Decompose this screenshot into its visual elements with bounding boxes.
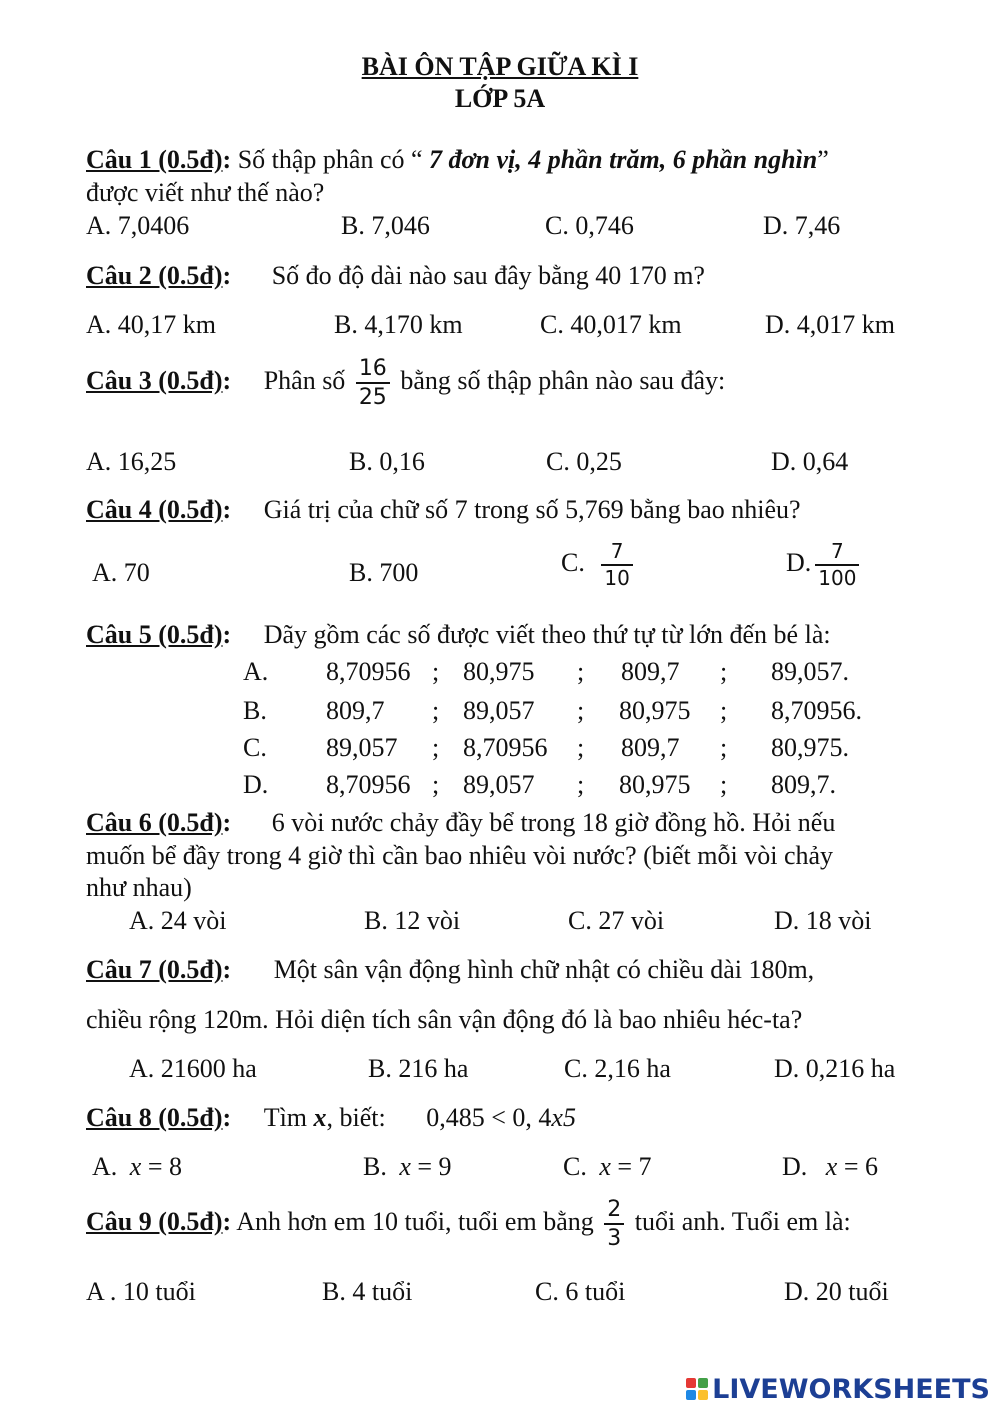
question-label: Câu 1 (0.5đ) <box>86 145 223 174</box>
option-letter: C. <box>561 547 585 577</box>
q4-option-c[interactable] <box>561 541 637 589</box>
q2-option-a[interactable]: A. 40,17 km <box>86 310 216 339</box>
q8-option-c[interactable] <box>563 1152 652 1182</box>
q3-option-a[interactable]: A. 16,25 <box>86 447 177 476</box>
q1-option-a[interactable]: A. 7,0406 <box>86 211 190 240</box>
logo-badge-icon <box>686 1378 708 1400</box>
question-label: Câu 2 (0.5đ) <box>86 261 223 290</box>
fraction-numerator: 7 <box>601 541 632 566</box>
separator: ; <box>432 696 440 725</box>
question-6-line2: muốn bể đầy trong 4 giờ thì cần bao nhiêu vòi nước? (biết mỗi vòi chảy <box>86 841 834 870</box>
separator: ; <box>577 696 585 725</box>
q3-option-d[interactable]: D. 0,64 <box>771 447 849 476</box>
q8-option-d[interactable] <box>782 1152 878 1182</box>
separator: ; <box>432 657 440 686</box>
q9-option-b[interactable]: B. 4 tuổi <box>322 1277 413 1306</box>
class-label: LỚP 5A <box>454 84 546 113</box>
question-text: Số đo độ dài nào sau đây bằng 40 170 m? <box>271 261 705 290</box>
question-7-line2: chiều rộng 120m. Hỏi diện tích sân vận động đó là bao nhiêu héc-ta? <box>86 1005 803 1034</box>
liveworksheets-logo[interactable] <box>686 1372 990 1406</box>
option-value: 809,7 <box>326 696 385 725</box>
label-colon: : <box>222 495 232 524</box>
inequality-digit: 5 <box>562 1103 576 1132</box>
question-label: Câu 5 (0.5đ) <box>86 620 223 649</box>
q4-option-d[interactable] <box>786 541 863 589</box>
label-colon: : <box>222 1207 232 1237</box>
fraction <box>356 357 390 409</box>
option-value: 89,057 <box>326 733 398 762</box>
option-letter: D. <box>782 1152 808 1181</box>
label-colon: : <box>222 145 232 174</box>
logo-text: LIVEWORKSHEETS <box>712 1373 990 1405</box>
option-value: 80,975 <box>619 696 691 725</box>
q9-option-a[interactable]: A . 10 tuổi <box>86 1277 196 1306</box>
q9-option-d[interactable]: D. 20 tuổi <box>784 1277 889 1306</box>
question-text: Dãy gồm các số được viết theo thứ tự từ lớn đến bé là: <box>263 620 831 649</box>
q7-option-b[interactable]: B. 216 ha <box>368 1054 469 1083</box>
q2-option-c[interactable]: C. 40,017 km <box>540 310 682 339</box>
question-text: Tìm <box>263 1103 314 1132</box>
option-value: 89,057 <box>463 696 535 725</box>
question-2 <box>86 261 705 291</box>
option-value: 8,70956 <box>326 657 411 686</box>
question-text: 6 vòi nước chảy đầy bể trong 18 giờ đồng hồ. Hỏi nếu <box>271 808 836 837</box>
q6-option-c[interactable]: C. 27 vòi <box>568 906 665 935</box>
option-value: = 9 <box>410 1152 452 1181</box>
question-6 <box>86 808 835 838</box>
option-var: x <box>825 1152 838 1181</box>
label-colon: : <box>222 808 232 837</box>
option-letter: A. <box>243 657 269 686</box>
option-value: 89,057. <box>771 657 849 686</box>
fraction-denominator: 100 <box>818 566 857 590</box>
fraction-numerator: 7 <box>815 541 859 566</box>
option-letter: C. <box>243 733 267 762</box>
fraction-denominator: 25 <box>358 385 387 411</box>
question-1 <box>86 145 829 175</box>
label-colon: : <box>222 261 232 290</box>
option-value: 80,975 <box>619 770 691 799</box>
option-value: 8,70956 <box>326 770 411 799</box>
option-letter: D. <box>786 547 812 577</box>
option-var: x <box>399 1152 411 1181</box>
separator: ; <box>577 770 585 799</box>
q4-option-a[interactable]: A. 70 <box>92 558 150 587</box>
worksheet-title: BÀI ÔN TẬP GIỮA KÌ I <box>361 52 639 81</box>
fraction-numerator: 16 <box>356 357 390 384</box>
question-label: Câu 8 (0.5đ) <box>86 1103 223 1132</box>
option-value: = 7 <box>610 1152 652 1181</box>
q9-option-c[interactable]: C. 6 tuổi <box>535 1277 626 1306</box>
label-colon: : <box>222 1103 232 1132</box>
separator: ; <box>432 770 440 799</box>
option-value: 89,057 <box>463 770 535 799</box>
inequality-var: x <box>551 1103 563 1132</box>
question-8 <box>86 1103 576 1133</box>
question-6-line3: như nhau) <box>86 873 192 902</box>
fraction <box>604 1198 624 1250</box>
label-colon: : <box>222 955 232 984</box>
q4-option-b[interactable]: B. 700 <box>349 558 419 587</box>
option-value: 809,7 <box>621 657 680 686</box>
question-label: Câu 3 (0.5đ) <box>86 366 223 396</box>
question-7 <box>86 955 814 985</box>
q8-option-a[interactable] <box>92 1152 182 1182</box>
question-text-end: tuổi anh. Tuổi em là: <box>634 1207 851 1237</box>
label-colon: : <box>222 620 232 649</box>
option-letter: C. <box>563 1152 587 1181</box>
question-text: Giá trị của chữ số 7 trong số 5,769 bằng bao nhiêu? <box>263 495 801 524</box>
option-value: 80,975 <box>463 657 535 686</box>
option-value: 80,975. <box>771 733 849 762</box>
question-3 <box>86 357 725 409</box>
question-5 <box>86 620 831 650</box>
q7-option-a[interactable]: A. 21600 ha <box>129 1054 257 1083</box>
q6-option-a[interactable]: A. 24 vòi <box>129 906 227 935</box>
question-text: Một sân vận động hình chữ nhật có chiều dài 180m, <box>273 955 815 984</box>
q1-option-b[interactable]: B. 7,046 <box>341 211 430 240</box>
q1-option-c[interactable]: C. 0,746 <box>545 211 634 240</box>
question-label: Câu 9 (0.5đ) <box>86 1207 223 1237</box>
option-value: 8,70956. <box>771 696 862 725</box>
option-value: = 8 <box>141 1152 182 1181</box>
option-letter: D. <box>243 770 269 799</box>
q7-option-d[interactable]: D. 0,216 ha <box>774 1054 896 1083</box>
label-colon: : <box>222 366 232 396</box>
q3-option-c[interactable]: C. 0,25 <box>546 447 622 476</box>
separator: ; <box>577 733 585 762</box>
separator: ; <box>720 657 728 686</box>
fraction-numerator: 2 <box>604 1198 624 1225</box>
option-value: 809,7. <box>771 770 836 799</box>
fraction <box>815 541 859 589</box>
question-text-end: , biết: <box>326 1103 386 1132</box>
question-text-end: bằng số thập phân nào sau đây: <box>400 366 726 396</box>
inequality-left: 0,485 < 0, 4 <box>426 1103 552 1132</box>
separator: ; <box>720 733 728 762</box>
fraction-denominator: 10 <box>604 566 630 590</box>
variable: x <box>313 1103 327 1132</box>
fraction <box>601 541 632 589</box>
q2-option-b[interactable]: B. 4,170 km <box>334 310 463 339</box>
separator: ; <box>432 733 440 762</box>
q1-option-d[interactable]: D. 7,46 <box>763 211 841 240</box>
q6-option-d[interactable]: D. 18 vòi <box>774 906 872 935</box>
question-4 <box>86 495 801 525</box>
option-var: x <box>129 1152 142 1181</box>
separator: ; <box>720 770 728 799</box>
q8-option-b[interactable] <box>363 1152 452 1182</box>
question-emphasis: 7 đơn vị, 4 phần trăm, 6 phần nghìn <box>429 145 818 174</box>
q6-option-b[interactable]: B. 12 vòi <box>364 906 461 935</box>
q7-option-c[interactable]: C. 2,16 ha <box>564 1054 671 1083</box>
question-label: Câu 4 (0.5đ) <box>86 495 223 524</box>
separator: ; <box>577 657 585 686</box>
fraction-denominator: 3 <box>607 1226 622 1252</box>
question-label: Câu 6 (0.5đ) <box>86 808 223 837</box>
inequality <box>426 1103 576 1132</box>
q3-option-b[interactable]: B. 0,16 <box>349 447 425 476</box>
option-letter: B. <box>243 696 267 725</box>
question-1-line2: được viết như thế nào? <box>86 178 325 207</box>
option-value: 8,70956 <box>463 733 548 762</box>
question-text: Anh hơn em 10 tuổi, tuổi em bằng <box>231 1207 594 1237</box>
q2-option-d[interactable]: D. 4,017 km <box>765 310 895 339</box>
separator: ; <box>720 696 728 725</box>
question-text: Phân số <box>263 366 346 396</box>
question-label: Câu 7 (0.5đ) <box>86 955 223 984</box>
question-text: Số thập phân có “ <box>231 145 430 174</box>
option-var: x <box>599 1152 611 1181</box>
option-value: 809,7 <box>621 733 680 762</box>
question-9 <box>86 1198 851 1250</box>
option-letter: B. <box>363 1152 387 1181</box>
question-text-end: ” <box>817 145 829 174</box>
option-letter: A. <box>92 1152 118 1181</box>
option-value: = 6 <box>837 1152 878 1181</box>
